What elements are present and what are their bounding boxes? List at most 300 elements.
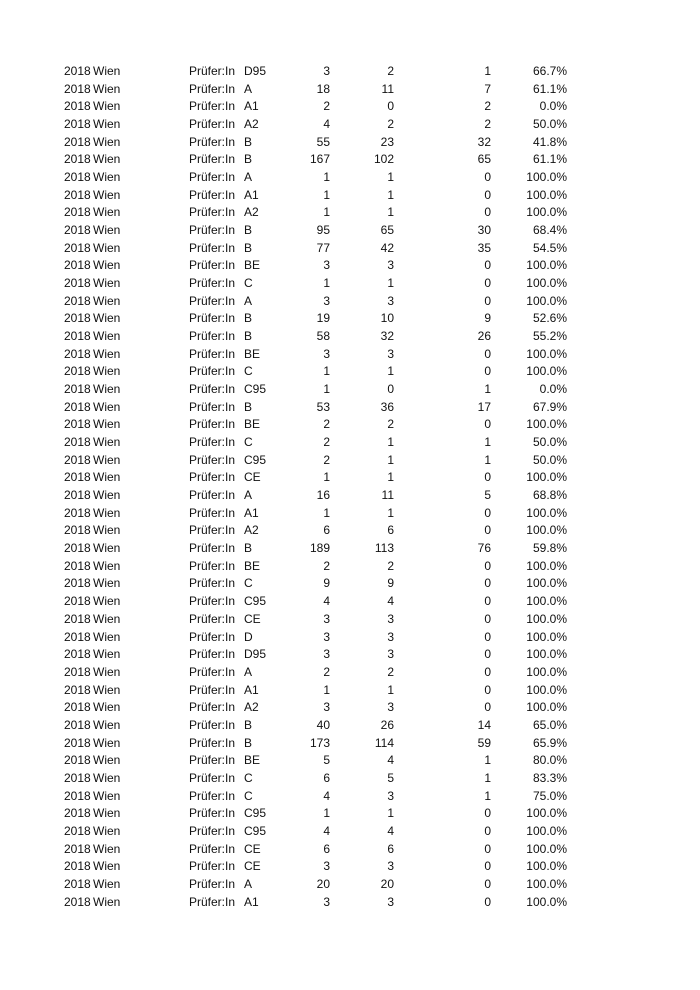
cell-passed: 11 — [381, 81, 394, 96]
cell-city: Wien — [93, 788, 121, 803]
cell-failed: 1 — [484, 435, 491, 450]
cell-city: Wien — [93, 435, 121, 450]
cell-year: 2018 — [64, 258, 91, 273]
cell-pass-rate: 52.6% — [532, 311, 567, 326]
cell-city: Wien — [93, 841, 121, 856]
table-row — [0, 805, 700, 823]
cell-city: Wien — [93, 876, 121, 891]
cell-license-class: B — [244, 399, 253, 414]
cell-license-class: A — [244, 664, 253, 679]
cell-failed: 5 — [484, 488, 491, 503]
table-row — [0, 841, 700, 859]
cell-year: 2018 — [64, 470, 91, 485]
table-row — [0, 293, 700, 311]
cell-license-class: C — [244, 788, 253, 803]
cell-year: 2018 — [64, 452, 91, 467]
cell-total: 2 — [323, 99, 330, 114]
cell-passed: 9 — [387, 576, 394, 591]
cell-year: 2018 — [64, 558, 91, 573]
cell-failed: 0 — [484, 346, 491, 361]
cell-year: 2018 — [64, 435, 91, 450]
cell-role: Prüfer:In — [189, 364, 236, 379]
cell-city: Wien — [93, 134, 121, 149]
cell-failed: 65 — [477, 152, 491, 167]
cell-failed: 0 — [484, 205, 491, 220]
cell-role: Prüfer:In — [189, 735, 236, 750]
cell-license-class: A — [244, 876, 253, 891]
cell-license-class: CE — [244, 859, 261, 874]
cell-pass-rate: 54.5% — [532, 240, 567, 255]
cell-pass-rate: 100.0% — [526, 576, 567, 591]
cell-city: Wien — [93, 81, 121, 96]
cell-role: Prüfer:In — [189, 417, 236, 432]
cell-city: Wien — [93, 399, 121, 414]
cell-year: 2018 — [64, 717, 91, 732]
cell-city: Wien — [93, 629, 121, 644]
cell-city: Wien — [93, 364, 121, 379]
cell-role: Prüfer:In — [189, 576, 236, 591]
cell-passed: 2 — [387, 664, 394, 679]
cell-failed: 2 — [484, 117, 491, 132]
cell-year: 2018 — [64, 64, 91, 78]
cell-total: 1 — [323, 276, 330, 291]
cell-role: Prüfer:In — [189, 629, 236, 644]
cell-total: 1 — [323, 187, 330, 202]
table-row — [0, 275, 700, 293]
cell-year: 2018 — [64, 276, 91, 291]
table-row — [0, 469, 700, 487]
cell-city: Wien — [93, 664, 121, 679]
cell-total: 53 — [316, 399, 330, 414]
cell-failed: 0 — [484, 859, 491, 874]
cell-role: Prüfer:In — [189, 876, 236, 891]
cell-license-class: C — [244, 364, 253, 379]
cell-role: Prüfer:In — [189, 64, 236, 78]
cell-city: Wien — [93, 152, 121, 167]
cell-failed: 7 — [484, 81, 491, 96]
table-row — [0, 522, 700, 540]
cell-pass-rate: 100.0% — [526, 611, 567, 626]
table-row — [0, 116, 700, 134]
cell-total: 58 — [316, 329, 330, 344]
cell-failed: 0 — [484, 682, 491, 697]
cell-role: Prüfer:In — [189, 452, 236, 467]
cell-pass-rate: 100.0% — [526, 682, 567, 697]
cell-city: Wien — [93, 452, 121, 467]
cell-role: Prüfer:In — [189, 99, 236, 114]
cell-pass-rate: 100.0% — [526, 558, 567, 573]
cell-city: Wien — [93, 117, 121, 132]
cell-total: 4 — [323, 788, 330, 803]
cell-role: Prüfer:In — [189, 293, 236, 308]
cell-license-class: A1 — [244, 682, 259, 697]
cell-pass-rate: 100.0% — [526, 505, 567, 520]
cell-year: 2018 — [64, 823, 91, 838]
table-row — [0, 788, 700, 806]
cell-year: 2018 — [64, 859, 91, 874]
cell-passed: 3 — [387, 629, 394, 644]
cell-failed: 1 — [484, 753, 491, 768]
cell-role: Prüfer:In — [189, 488, 236, 503]
cell-role: Prüfer:In — [189, 717, 236, 732]
table-row — [0, 752, 700, 770]
cell-city: Wien — [93, 717, 121, 732]
cell-passed: 26 — [380, 717, 394, 732]
cell-pass-rate: 100.0% — [526, 276, 567, 291]
cell-license-class: C95 — [244, 806, 267, 821]
cell-failed: 0 — [484, 700, 491, 715]
cell-pass-rate: 66.7% — [532, 64, 567, 78]
cell-year: 2018 — [64, 682, 91, 697]
cell-year: 2018 — [64, 753, 91, 768]
table-row — [0, 558, 700, 576]
cell-role: Prüfer:In — [189, 523, 236, 538]
cell-role: Prüfer:In — [189, 258, 236, 273]
cell-year: 2018 — [64, 346, 91, 361]
cell-total: 2 — [323, 417, 330, 432]
cell-year: 2018 — [64, 664, 91, 679]
cell-year: 2018 — [64, 576, 91, 591]
cell-role: Prüfer:In — [189, 346, 236, 361]
cell-total: 16 — [316, 488, 330, 503]
cell-passed: 11 — [381, 488, 394, 503]
cell-pass-rate: 100.0% — [526, 523, 567, 538]
cell-passed: 1 — [387, 470, 394, 485]
table-row — [0, 682, 700, 700]
cell-year: 2018 — [64, 541, 91, 556]
cell-passed: 20 — [380, 876, 394, 891]
cell-license-class: B — [244, 152, 253, 167]
cell-pass-rate: 61.1% — [532, 152, 567, 167]
cell-total: 4 — [323, 823, 330, 838]
cell-passed: 102 — [373, 152, 394, 167]
cell-role: Prüfer:In — [189, 223, 236, 238]
cell-failed: 30 — [477, 223, 491, 238]
cell-failed: 0 — [484, 470, 491, 485]
cell-license-class: C — [244, 770, 253, 785]
cell-failed: 0 — [484, 894, 491, 909]
cell-passed: 42 — [380, 240, 394, 255]
table-row — [0, 222, 700, 240]
cell-pass-rate: 100.0% — [526, 187, 567, 202]
cell-pass-rate: 100.0% — [526, 823, 567, 838]
cell-passed: 1 — [387, 435, 394, 450]
cell-pass-rate: 100.0% — [526, 629, 567, 644]
cell-passed: 1 — [387, 276, 394, 291]
cell-passed: 3 — [387, 859, 394, 874]
table-row — [0, 894, 700, 912]
cell-year: 2018 — [64, 876, 91, 891]
cell-city: Wien — [93, 64, 121, 78]
cell-role: Prüfer:In — [189, 753, 236, 768]
cell-total: 1 — [323, 470, 330, 485]
cell-failed: 0 — [484, 417, 491, 432]
cell-total: 6 — [323, 770, 330, 785]
cell-license-class: A1 — [244, 505, 259, 520]
cell-failed: 0 — [484, 505, 491, 520]
cell-year: 2018 — [64, 770, 91, 785]
cell-total: 2 — [323, 435, 330, 450]
cell-failed: 1 — [484, 382, 491, 397]
cell-failed: 1 — [484, 770, 491, 785]
table-row — [0, 823, 700, 841]
table-row — [0, 416, 700, 434]
table-row — [0, 98, 700, 116]
cell-failed: 32 — [477, 134, 491, 149]
cell-total: 3 — [323, 258, 330, 273]
cell-role: Prüfer:In — [189, 117, 236, 132]
cell-city: Wien — [93, 594, 121, 609]
cell-passed: 2 — [387, 117, 394, 132]
cell-license-class: BE — [244, 558, 261, 573]
cell-passed: 3 — [387, 700, 394, 715]
cell-license-class: C — [244, 435, 253, 450]
cell-total: 3 — [323, 629, 330, 644]
cell-city: Wien — [93, 170, 121, 185]
cell-failed: 0 — [484, 823, 491, 838]
cell-city: Wien — [93, 346, 121, 361]
cell-license-class: B — [244, 240, 253, 255]
cell-city: Wien — [93, 240, 121, 255]
cell-role: Prüfer:In — [189, 806, 236, 821]
cell-pass-rate: 100.0% — [526, 470, 567, 485]
cell-pass-rate: 100.0% — [526, 417, 567, 432]
cell-passed: 1 — [387, 205, 394, 220]
cell-license-class: A — [244, 170, 253, 185]
table-row — [0, 381, 700, 399]
cell-total: 3 — [323, 293, 330, 308]
cell-year: 2018 — [64, 364, 91, 379]
table-row — [0, 575, 700, 593]
cell-license-class: C — [244, 576, 253, 591]
cell-pass-rate: 59.8% — [532, 541, 567, 556]
cell-role: Prüfer:In — [189, 611, 236, 626]
cell-passed: 4 — [387, 823, 394, 838]
cell-license-class: BE — [244, 753, 261, 768]
table-row — [0, 858, 700, 876]
cell-city: Wien — [93, 276, 121, 291]
cell-passed: 1 — [387, 806, 394, 821]
cell-license-class: A2 — [244, 700, 259, 715]
cell-pass-rate: 61.1% — [532, 81, 567, 96]
cell-passed: 1 — [387, 505, 394, 520]
cell-city: Wien — [93, 576, 121, 591]
cell-passed: 1 — [387, 364, 394, 379]
cell-total: 9 — [323, 576, 330, 591]
cell-passed: 1 — [387, 452, 394, 467]
cell-total: 40 — [316, 717, 330, 732]
cell-failed: 0 — [484, 258, 491, 273]
cell-total: 5 — [323, 753, 330, 768]
cell-role: Prüfer:In — [189, 134, 236, 149]
cell-total: 3 — [323, 346, 330, 361]
cell-total: 6 — [323, 841, 330, 856]
cell-year: 2018 — [64, 841, 91, 856]
cell-year: 2018 — [64, 170, 91, 185]
cell-total: 55 — [316, 134, 330, 149]
cell-license-class: B — [244, 735, 253, 750]
cell-pass-rate: 100.0% — [526, 594, 567, 609]
cell-pass-rate: 41.8% — [532, 134, 567, 149]
cell-total: 3 — [323, 647, 330, 662]
cell-city: Wien — [93, 823, 121, 838]
cell-pass-rate: 67.9% — [532, 399, 567, 414]
cell-year: 2018 — [64, 329, 91, 344]
table-row — [0, 399, 700, 417]
cell-year: 2018 — [64, 735, 91, 750]
cell-license-class: D95 — [244, 647, 267, 662]
cell-role: Prüfer:In — [189, 823, 236, 838]
cell-total: 1 — [323, 170, 330, 185]
cell-failed: 0 — [484, 170, 491, 185]
cell-city: Wien — [93, 329, 121, 344]
cell-failed: 0 — [484, 293, 491, 308]
table-row — [0, 646, 700, 664]
cell-role: Prüfer:In — [189, 382, 236, 397]
cell-license-class: BE — [244, 346, 261, 361]
cell-role: Prüfer:In — [189, 647, 236, 662]
cell-passed: 32 — [380, 329, 394, 344]
cell-city: Wien — [93, 382, 121, 397]
cell-city: Wien — [93, 258, 121, 273]
cell-city: Wien — [93, 806, 121, 821]
cell-role: Prüfer:In — [189, 541, 236, 556]
cell-failed: 0 — [484, 876, 491, 891]
cell-pass-rate: 65.9% — [532, 735, 567, 750]
cell-failed: 0 — [484, 187, 491, 202]
table-row — [0, 240, 700, 258]
cell-failed: 0 — [484, 629, 491, 644]
table-row — [0, 664, 700, 682]
cell-failed: 1 — [484, 788, 491, 803]
cell-year: 2018 — [64, 152, 91, 167]
cell-total: 95 — [316, 223, 330, 238]
cell-city: Wien — [93, 682, 121, 697]
cell-pass-rate: 68.4% — [532, 223, 567, 238]
cell-passed: 4 — [387, 753, 394, 768]
cell-passed: 36 — [380, 399, 394, 414]
cell-total: 1 — [323, 505, 330, 520]
cell-year: 2018 — [64, 523, 91, 538]
cell-year: 2018 — [64, 187, 91, 202]
cell-license-class: B — [244, 717, 253, 732]
table-row — [0, 328, 700, 346]
cell-role: Prüfer:In — [189, 894, 236, 909]
cell-role: Prüfer:In — [189, 205, 236, 220]
cell-passed: 3 — [387, 293, 394, 308]
table-row — [0, 611, 700, 629]
cell-failed: 0 — [484, 558, 491, 573]
cell-total: 20 — [316, 876, 330, 891]
cell-year: 2018 — [64, 629, 91, 644]
cell-failed: 26 — [477, 329, 491, 344]
cell-role: Prüfer:In — [189, 505, 236, 520]
cell-passed: 3 — [387, 647, 394, 662]
cell-city: Wien — [93, 541, 121, 556]
cell-role: Prüfer:In — [189, 170, 236, 185]
cell-failed: 1 — [484, 64, 491, 78]
cell-role: Prüfer:In — [189, 470, 236, 485]
cell-city: Wien — [93, 223, 121, 238]
cell-pass-rate: 50.0% — [532, 117, 567, 132]
cell-city: Wien — [93, 505, 121, 520]
cell-city: Wien — [93, 470, 121, 485]
cell-passed: 2 — [387, 417, 394, 432]
cell-year: 2018 — [64, 611, 91, 626]
cell-failed: 0 — [484, 664, 491, 679]
cell-license-class: A1 — [244, 99, 259, 114]
cell-year: 2018 — [64, 117, 91, 132]
table-row — [0, 151, 700, 169]
table-row — [0, 770, 700, 788]
cell-license-class: CE — [244, 611, 261, 626]
cell-total: 3 — [323, 611, 330, 626]
cell-pass-rate: 50.0% — [532, 435, 567, 450]
cell-passed: 1 — [387, 170, 394, 185]
cell-license-class: A1 — [244, 187, 259, 202]
cell-year: 2018 — [64, 806, 91, 821]
cell-year: 2018 — [64, 505, 91, 520]
cell-pass-rate: 100.0% — [526, 205, 567, 220]
cell-license-class: C — [244, 276, 253, 291]
cell-role: Prüfer:In — [189, 81, 236, 96]
table-row — [0, 363, 700, 381]
cell-total: 1 — [323, 682, 330, 697]
cell-role: Prüfer:In — [189, 152, 236, 167]
cell-license-class: B — [244, 541, 253, 556]
cell-license-class: B — [244, 134, 253, 149]
cell-pass-rate: 100.0% — [526, 841, 567, 856]
cell-license-class: C95 — [244, 594, 267, 609]
cell-city: Wien — [93, 753, 121, 768]
cell-city: Wien — [93, 488, 121, 503]
cell-failed: 0 — [484, 594, 491, 609]
table-row — [0, 81, 700, 99]
cell-role: Prüfer:In — [189, 435, 236, 450]
cell-passed: 6 — [387, 841, 394, 856]
cell-pass-rate: 100.0% — [526, 664, 567, 679]
cell-license-class: A1 — [244, 894, 259, 909]
table-row — [0, 187, 700, 205]
cell-passed: 3 — [387, 894, 394, 909]
table-row — [0, 629, 700, 647]
cell-failed: 0 — [484, 276, 491, 291]
cell-year: 2018 — [64, 223, 91, 238]
cell-city: Wien — [93, 894, 121, 909]
cell-total: 1 — [323, 205, 330, 220]
cell-license-class: B — [244, 311, 253, 326]
cell-pass-rate: 100.0% — [526, 700, 567, 715]
cell-total: 173 — [309, 735, 330, 750]
cell-pass-rate: 100.0% — [526, 806, 567, 821]
cell-role: Prüfer:In — [189, 399, 236, 414]
cell-pass-rate: 100.0% — [526, 647, 567, 662]
cell-city: Wien — [93, 187, 121, 202]
cell-pass-rate: 100.0% — [526, 170, 567, 185]
cell-passed: 1 — [387, 682, 394, 697]
cell-license-class: D — [244, 629, 253, 644]
cell-failed: 14 — [477, 717, 491, 732]
cell-pass-rate: 80.0% — [532, 753, 567, 768]
cell-failed: 59 — [477, 735, 491, 750]
cell-total: 4 — [323, 594, 330, 609]
cell-role: Prüfer:In — [189, 682, 236, 697]
cell-passed: 2 — [387, 558, 394, 573]
cell-total: 1 — [323, 382, 330, 397]
cell-city: Wien — [93, 647, 121, 662]
cell-license-class: A — [244, 488, 253, 503]
cell-license-class: C95 — [244, 823, 267, 838]
